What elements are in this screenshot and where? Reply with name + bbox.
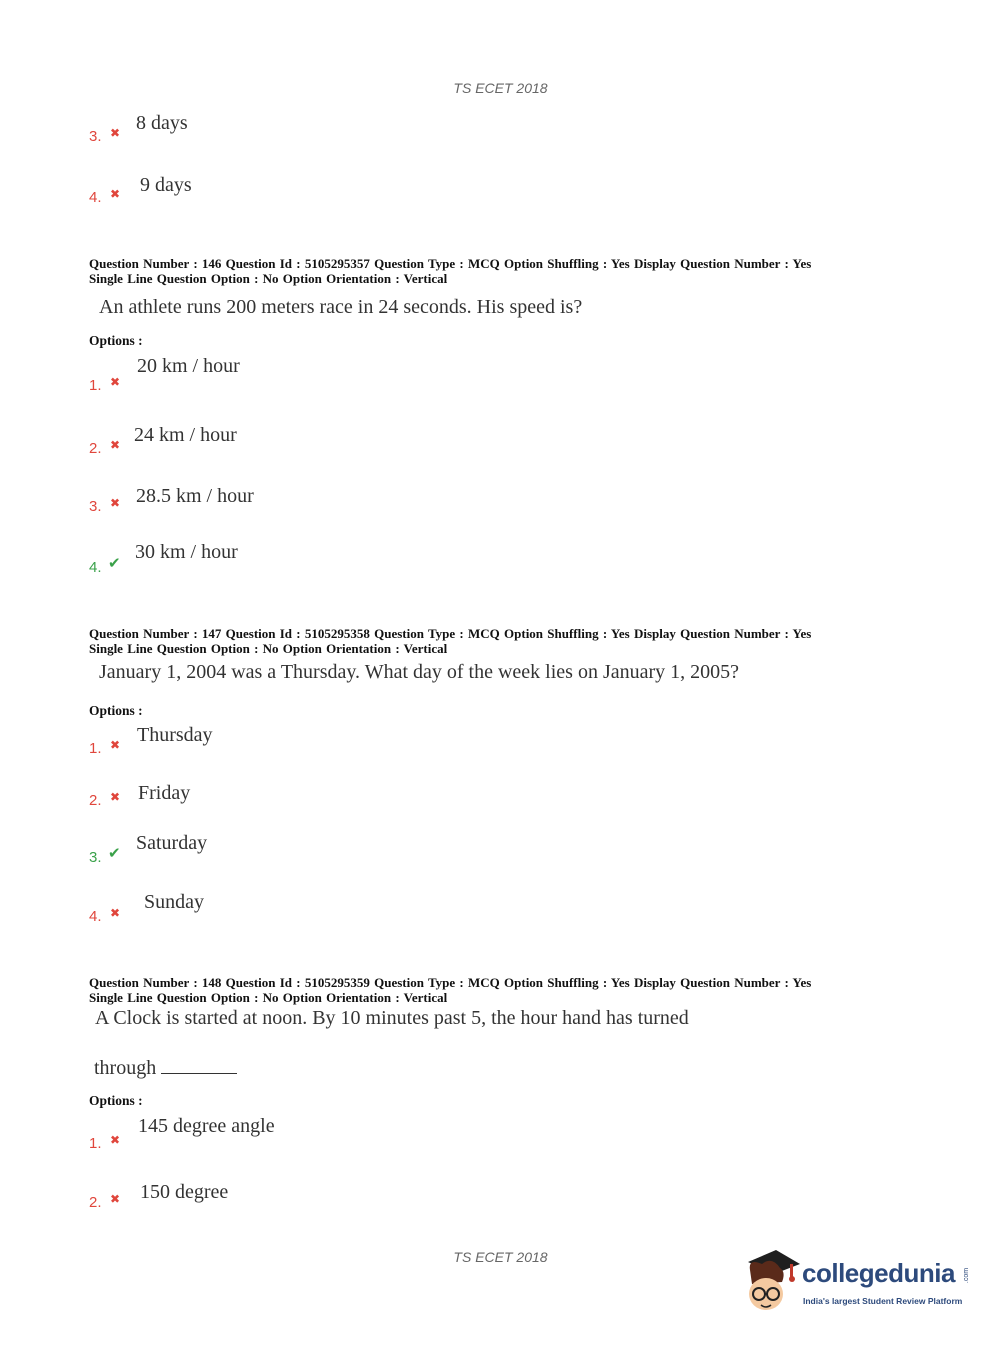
option-number: 3. xyxy=(89,849,102,866)
check-mark-icon: ✔ xyxy=(108,844,121,862)
option-number: 1. xyxy=(89,740,102,757)
options-label: Options : xyxy=(89,1093,143,1108)
logo-wordmark: collegedunia xyxy=(802,1258,955,1288)
cross-mark-icon: ✖ xyxy=(110,126,121,140)
option-text: 8 days xyxy=(136,112,188,134)
cross-mark-icon: ✖ xyxy=(110,187,121,201)
option-number: 2. xyxy=(89,792,102,809)
question-text-line: through xyxy=(94,1057,157,1079)
question-meta-line: Single Line Question Option : No Option Orientation : Vertical xyxy=(89,990,448,1005)
option-text: Sunday xyxy=(144,891,204,913)
question-meta xyxy=(89,256,919,286)
option-number: 2. xyxy=(89,440,102,457)
cross-mark-icon: ✖ xyxy=(110,438,121,452)
option-number: 4. xyxy=(89,908,102,925)
cross-mark-icon: ✖ xyxy=(110,790,121,804)
page-footer: TS ECET 2018 xyxy=(453,1249,548,1265)
cross-mark-icon: ✖ xyxy=(110,496,121,510)
option-text: 28.5 km / hour xyxy=(136,485,254,507)
options-label: Options : xyxy=(89,703,143,718)
option-text: 30 km / hour xyxy=(135,541,238,563)
option-text: 20 km / hour xyxy=(137,355,240,377)
option-number: 2. xyxy=(89,1194,102,1211)
question-meta xyxy=(89,626,919,656)
cross-mark-icon: ✖ xyxy=(110,1192,121,1206)
options-label: Options : xyxy=(89,333,143,348)
question-meta xyxy=(89,975,919,1005)
logo-suffix: .com xyxy=(963,1267,971,1284)
option-text: Friday xyxy=(138,782,191,804)
question-text: January 1, 2004 was a Thursday. What day of the week lies on January 1, 2005? xyxy=(99,661,740,683)
question-meta-line: Question Number : 146 Question Id : 5105295357 Question Type : MCQ Option Shuffling : Yes Display Question Number : Yes xyxy=(89,256,812,271)
question-meta-line: Question Number : 147 Question Id : 5105295358 Question Type : MCQ Option Shuffling : Yes Display Question Number : Yes xyxy=(89,626,812,641)
question-text: An athlete runs 200 meters race in 24 seconds. His speed is? xyxy=(99,296,583,318)
option-number: 1. xyxy=(89,377,102,394)
option-text: Saturday xyxy=(136,832,208,854)
option-text: 9 days xyxy=(140,174,192,196)
mascot-icon xyxy=(742,1248,804,1320)
option-text: Thursday xyxy=(137,724,213,746)
option-number: 1. xyxy=(89,1135,102,1152)
option-number: 4. xyxy=(89,189,102,206)
check-mark-icon: ✔ xyxy=(108,554,121,572)
question-meta-line: Single Line Question Option : No Option Orientation : Vertical xyxy=(89,271,448,286)
question-meta-line: Single Line Question Option : No Option Orientation : Vertical xyxy=(89,641,448,656)
logo-tagline: India's largest Student Review Platform xyxy=(803,1296,963,1306)
option-text: 145 degree angle xyxy=(138,1115,275,1137)
option-text: 150 degree xyxy=(140,1181,229,1203)
cross-mark-icon: ✖ xyxy=(110,1133,121,1147)
option-number: 3. xyxy=(89,128,102,145)
option-number: 3. xyxy=(89,498,102,515)
page-header: TS ECET 2018 xyxy=(453,80,548,96)
cross-mark-icon: ✖ xyxy=(110,738,121,752)
cross-mark-icon: ✖ xyxy=(110,906,121,920)
option-number: 4. xyxy=(89,559,102,576)
question-text: A Clock is started at noon. By 10 minutes past 5, the hour hand has turned xyxy=(95,1007,689,1029)
cross-mark-icon: ✖ xyxy=(110,375,121,389)
question-meta-line: Question Number : 148 Question Id : 5105295359 Question Type : MCQ Option Shuffling : Yes Display Question Number : Yes xyxy=(89,975,812,990)
question-text-continued xyxy=(94,1057,237,1080)
answer-blank xyxy=(161,1057,237,1074)
option-text: 24 km / hour xyxy=(134,424,237,446)
collegedunia-logo xyxy=(742,1248,972,1320)
